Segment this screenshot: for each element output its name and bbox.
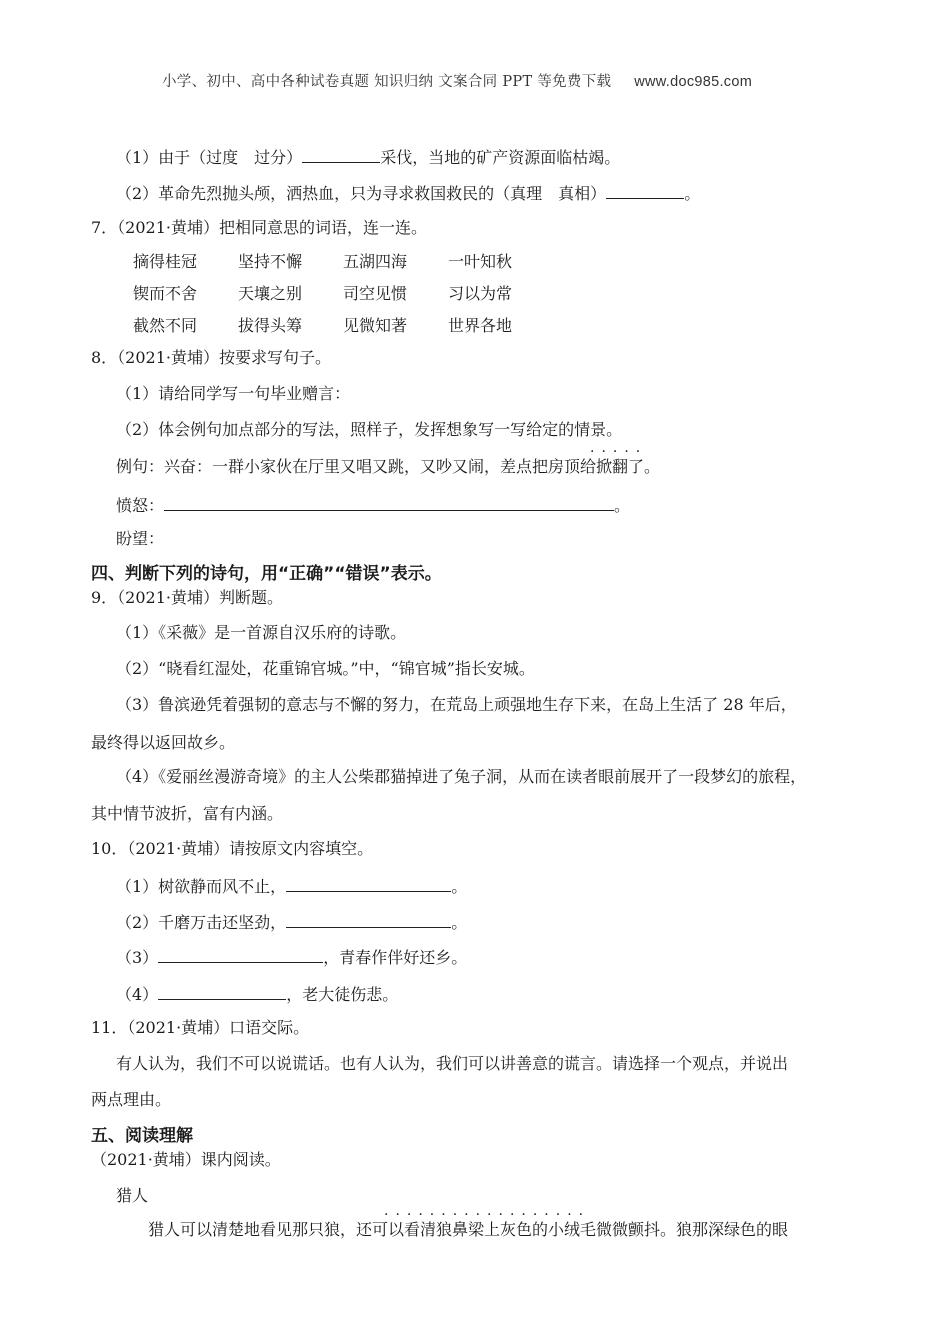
q8-hope-line: 盼望：: [116, 529, 165, 548]
answer-blank[interactable]: [286, 911, 451, 928]
answer-blank[interactable]: [158, 983, 286, 1000]
q8-item-2: （2）体会例句加点部分的写法，照样子，发挥想象写一写给定的情景。: [116, 420, 623, 439]
section-4-title: 四、判断下列的诗句，用“正确”“错误”表示。: [91, 564, 442, 584]
q9-item-4-cont: 其中情节波折，富有内涵。: [91, 804, 284, 823]
q9-item-3: （3）鲁滨逊凭着强韧的意志与不懈的努力，在荒岛上顽强地生存下来，在岛上生活了 28 年后，: [116, 695, 797, 714]
q8-title: 8．（2021·黄埔）按要求写句子。: [91, 348, 331, 367]
word-row-1: 摘得桂冠 坚持不懈 五湖四海 一叶知秋: [133, 252, 513, 271]
answer-blank[interactable]: [164, 494, 614, 511]
q10-title: 10．（2021·黄埔）请按原文内容填空。: [91, 839, 374, 858]
q11-body: 有人认为，我们不可以说谎话。也有人认为，我们可以讲善意的谎言。请选择一个观点，并说出: [116, 1054, 789, 1073]
q6-item-2: （2）革命先烈抛头颅，洒热血，只为寻求救国救民的（真理 真相） 。: [116, 184, 701, 203]
passage-paragraph: 猎人可以清楚地看见那只狼，还可以看清狼鼻梁上灰色的小绒毛微微颤抖。狼那深绿色的眼: [148, 1220, 789, 1239]
page-header: [162, 70, 752, 91]
q7-title: 7．（2021·黄埔）把相同意思的词语，连一连。: [91, 218, 427, 237]
section-5-title: 五、阅读理解: [91, 1126, 193, 1146]
q11-title: 11．（2021·黄埔）口语交际。: [91, 1018, 310, 1037]
answer-blank[interactable]: [302, 146, 380, 163]
q8-example: 例句：兴奋：一群小家伙在厅里又唱又跳，又吵又闹，差点把房顶给掀翻了。: [116, 457, 661, 476]
passage-title: 猎人: [116, 1186, 149, 1205]
q9-title: 9．（2021·黄埔）判断题。: [91, 588, 283, 607]
word-row-2: 锲而不舍 天壤之别 司空见惯 习以为常: [133, 284, 513, 303]
header-text: 小学、初中、高中各种试卷真题 知识归纳 文案合同 PPT 等免费下载: [162, 74, 612, 90]
q9-item-3-cont: 最终得以返回故乡。: [91, 733, 236, 752]
q8-anger-line: 愤怒： 。: [116, 496, 631, 515]
word-row-3: 截然不同 拔得头筹 见微知著 世界各地: [133, 316, 513, 335]
emphasis-dots: · · · · · · · · · · · · · · · · · ·: [384, 1207, 584, 1223]
q6-item-1: （1）由于（过度 过分） 采伐，当地的矿产资源面临枯竭。: [116, 148, 621, 167]
emphasis-dots: · · · · ·: [590, 444, 641, 460]
q10-item-1: （1）树欲静而风不止， 。: [116, 877, 468, 896]
reading-intro: （2021·黄埔）课内阅读。: [91, 1150, 281, 1169]
header-website: www.doc985.com: [634, 74, 753, 90]
q9-item-4: （4）《爱丽丝漫游奇境》的主人公柴郡猫掉进了兔子洞，从而在读者眼前展开了一段梦幻的旅程，: [116, 767, 807, 786]
q10-item-4: （4） ，老大徒伤悲。: [116, 985, 399, 1004]
q11-body-cont: 两点理由。: [91, 1090, 172, 1109]
answer-blank[interactable]: [606, 182, 684, 199]
q8-item-1: （1）请给同学写一句毕业赠言：: [116, 384, 351, 403]
q9-item-2: （2）“晓看红湿处，花重锦官城。”中，“锦官城”指长安城。: [116, 659, 535, 678]
answer-blank[interactable]: [286, 875, 451, 892]
q9-item-1: （1）《采薇》是一首源自汉乐府的诗歌。: [116, 623, 407, 642]
q10-item-2: （2）千磨万击还坚劲， 。: [116, 913, 468, 932]
answer-blank[interactable]: [158, 946, 323, 963]
q10-item-3: （3） ，青春作伴好还乡。: [116, 948, 468, 967]
